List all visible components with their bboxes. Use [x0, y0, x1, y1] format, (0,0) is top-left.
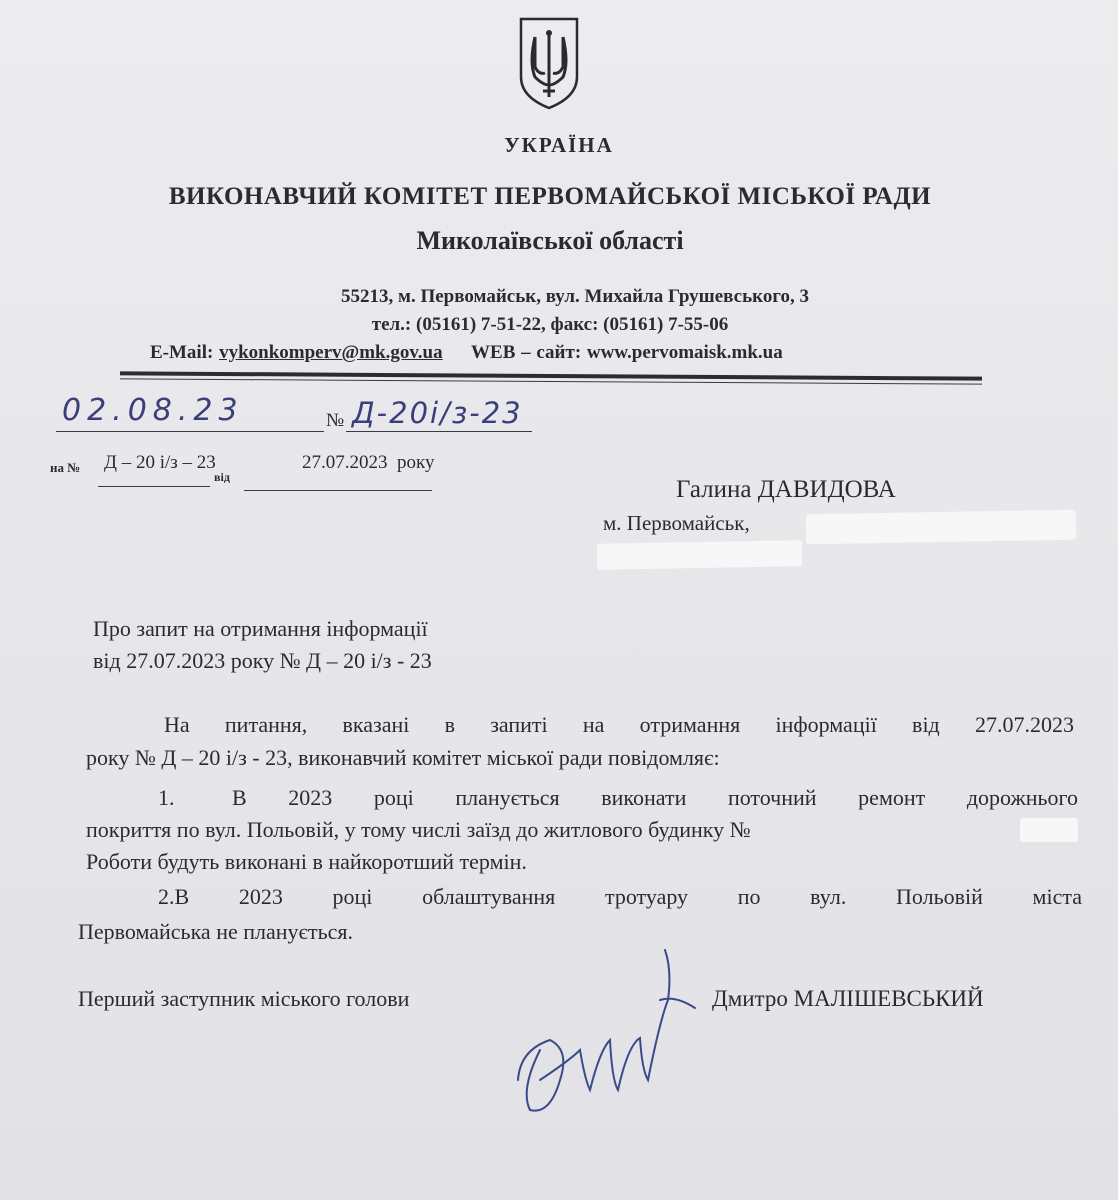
reply-number-line	[98, 486, 210, 487]
redaction-house-number	[1020, 818, 1078, 842]
web-label: WEB – сайт:	[471, 342, 582, 363]
outgoing-number-handwritten: Д-20і/з-23	[352, 396, 523, 430]
phone-fax-line: тел.: (05161) 7-51-22, факс: (05161) 7-55-06	[371, 314, 729, 335]
addressee-name: Галина ДАВИДОВА	[676, 476, 896, 503]
addressee-city: м. Первомайськ,	[603, 511, 750, 535]
email-link[interactable]: vykonkomperv@mk.gov.ua	[219, 342, 443, 363]
reply-to-date: 27.07.2023 року	[302, 452, 435, 473]
body-paragraph-1-line-1: На питання, вказані в запиті на отримання інформації від 27.07.2023	[164, 712, 1074, 737]
organization-heading: ВИКОНАВЧИЙ КОМІТЕТ ПЕРВОМАЙСЬКОЇ МІСЬКОЇ РАДИ	[168, 183, 932, 210]
redaction-street	[806, 510, 1076, 545]
reply-date-line	[244, 490, 432, 491]
signer-position: Перший заступник міського голови	[78, 986, 410, 1011]
contact-line	[150, 342, 783, 364]
region-heading: Миколаївської області	[416, 226, 684, 255]
outgoing-date-handwritten: 02.08.23	[62, 393, 244, 428]
reply-to-label: на №	[50, 460, 81, 475]
from-label: від	[214, 470, 230, 484]
date-line	[56, 431, 324, 432]
item-1-number: 1.	[158, 785, 175, 810]
subject-line-2: від 27.07.2023 року № Д – 20 і/з - 23	[93, 648, 432, 673]
item-2-line-1: 2.В 2023 році облаштування тротуару по вул. Польовій міста	[158, 884, 1082, 909]
subject-line-1: Про запит на отримання інформації	[93, 616, 428, 641]
reply-to-number: Д – 20 і/з – 23	[104, 452, 216, 473]
web-link[interactable]: www.pervomaisk.mk.ua	[586, 342, 783, 363]
item-1-line-2: покриття по вул. Польовій, у тому числі заїзд до житлового будинку №	[86, 817, 751, 842]
handwritten-signature-icon	[500, 940, 710, 1120]
signer-name: Дмитро МАЛІШЕВСЬКИЙ	[712, 986, 984, 1011]
item-1-line-1: В 2023 році планується виконати поточний ремонт дорожнього	[232, 785, 1078, 810]
number-line	[346, 431, 532, 432]
country-heading: УКРАЇНА	[504, 133, 614, 157]
number-label: №	[326, 410, 345, 431]
redaction-house	[597, 540, 802, 570]
body-paragraph-1-line-2: року № Д – 20 і/з - 23, виконавчий комітет міської ради повідомляє:	[86, 745, 720, 770]
item-1-line-3: Роботи будуть виконані в найкоротший термін.	[86, 849, 527, 874]
email-label: E-Mail:	[150, 342, 214, 363]
item-2-line-2: Первомайська не планується.	[78, 919, 353, 944]
postal-address: 55213, м. Первомайськ, вул. Михайла Грушевського, 3	[341, 286, 809, 307]
trident-coat-of-arms-icon	[515, 15, 583, 111]
